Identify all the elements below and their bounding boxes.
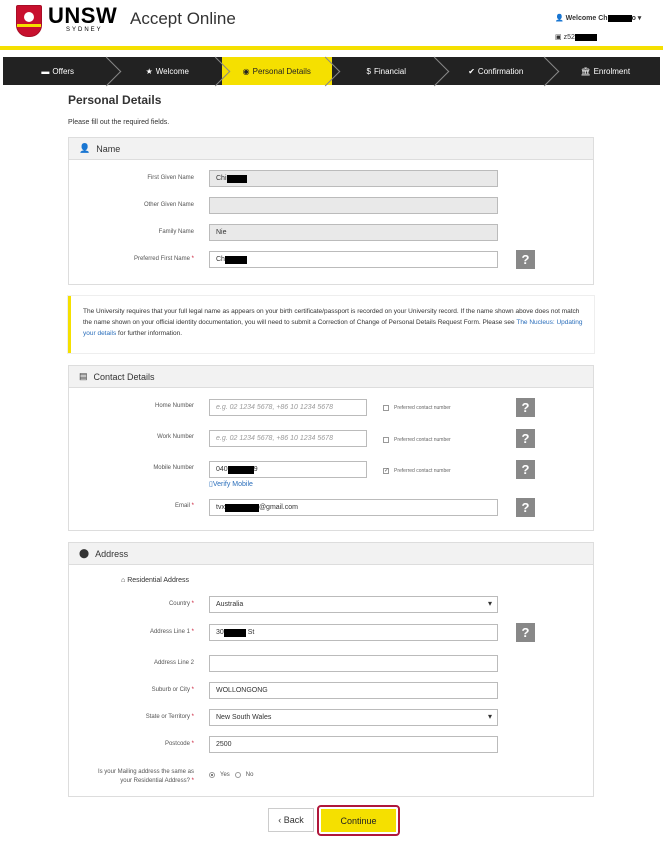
preferred-name-label [69, 256, 194, 262]
back-button[interactable] [268, 808, 314, 832]
suburb-label [69, 687, 194, 693]
step-label: Confirmation [477, 66, 524, 76]
redaction [608, 15, 632, 22]
required-marker: * [191, 503, 194, 509]
user-circle-icon: ◉ [242, 66, 250, 76]
other-given-label: Other Given Name [143, 202, 194, 208]
required-marker: * [191, 256, 194, 262]
postcode-input[interactable]: 2500 [209, 736, 498, 753]
required-marker: * [191, 687, 194, 693]
brand-subtitle: SYDNEY [66, 27, 103, 33]
home-icon: ⌂ [121, 577, 126, 584]
residential-address-heading [121, 577, 189, 584]
family-name-field: Nie [209, 224, 498, 241]
welcome-text: Welcome Ch [565, 15, 608, 22]
email-input[interactable] [209, 499, 498, 516]
label-text: Suburb or City [151, 687, 190, 693]
mailing-same-radio-group [209, 772, 253, 778]
redaction [225, 504, 259, 512]
checkbox-box [383, 437, 389, 443]
map-marker-icon: ⬤ [79, 548, 90, 558]
link-text: Verify Mobile [212, 481, 253, 488]
preferred-name-input[interactable] [209, 251, 498, 268]
building-icon: 🏛 [580, 66, 591, 76]
mobile-number-input[interactable] [209, 461, 367, 478]
notice-text: The University requires that your full legal name as appears on your birth certificate/passport is recorded on your University record. If the name shown above does not match the name shown on your official identity documentation, you will need to submit a Correction of Change of Personal Details Request Form. Please see [83, 308, 580, 326]
mailing-same-label [69, 768, 194, 786]
radio-no-label: No [245, 772, 254, 778]
country-select[interactable]: Australia ▾ [209, 596, 498, 613]
address-line2-input[interactable] [209, 655, 498, 672]
address-line2-label: Address Line 2 [153, 660, 194, 666]
country-label [69, 601, 194, 607]
required-marker: * [191, 741, 194, 747]
field-value: 30 [216, 629, 224, 636]
step-enrolment[interactable] [551, 57, 661, 85]
user-icon: 👤 [555, 15, 564, 22]
chevron-left-icon: ‹ [278, 815, 282, 825]
button-label: Back [283, 815, 304, 825]
help-icon[interactable]: ? [516, 460, 535, 479]
label-text: Email [174, 503, 190, 509]
field-value: 9 [253, 466, 258, 473]
progress-nav [3, 57, 660, 85]
page-subtitle: Please fill out the required fields. [68, 119, 170, 126]
welcome-suffix: o ▾ [631, 15, 642, 22]
unsw-crest-icon [16, 5, 42, 37]
id-card-icon: ▣ [555, 34, 562, 41]
label-text: Is your Mailing address the same as [97, 769, 194, 775]
step-offers[interactable] [3, 57, 113, 85]
address-line1-input[interactable] [209, 624, 498, 641]
redaction [224, 629, 246, 637]
section-title: Address [95, 548, 129, 559]
work-number-input[interactable] [209, 430, 367, 447]
checkbox-box: ✓ [384, 468, 390, 474]
step-label: Personal Details [252, 66, 311, 76]
money-icon: ▬ [41, 66, 50, 76]
step-label: Enrolment [593, 66, 631, 76]
help-icon[interactable]: ? [516, 429, 535, 448]
first-given-field [209, 170, 498, 187]
required-marker: * [191, 714, 194, 720]
required-marker: * [191, 601, 194, 607]
field-value: @gmail.com [258, 504, 298, 511]
checkbox-label: Preferred contact number [394, 468, 451, 474]
field-value: 040 [216, 466, 228, 473]
mobile-number-label: Mobile Number [153, 465, 194, 471]
contact-card [68, 365, 594, 531]
radio-yes-label: Yes [220, 772, 230, 778]
unsw-logo[interactable] [16, 5, 146, 41]
user-menu[interactable] [555, 14, 641, 22]
contact-card-header [69, 366, 593, 388]
dollar-icon: $ [366, 66, 371, 76]
mobile-preferred-checkbox[interactable] [383, 468, 451, 474]
section-title: Contact Details [93, 371, 155, 382]
check-circle-icon: ✔ [468, 66, 475, 76]
field-value: St [247, 629, 255, 636]
home-number-label: Home Number [154, 403, 194, 409]
app-title: Accept Online [130, 9, 236, 28]
zid-text: z52 [563, 34, 575, 41]
step-welcome[interactable] [113, 57, 223, 85]
name-card-header [69, 138, 593, 160]
state-label [69, 714, 194, 720]
suburb-input[interactable]: WOLLONGONG [209, 682, 498, 699]
required-marker: * [191, 629, 194, 635]
family-name-label: Family Name [158, 229, 194, 235]
placeholder: e.g. 02 1234 5678, +86 10 1234 5678 [216, 404, 333, 411]
legal-name-notice [68, 296, 594, 353]
step-personal-details[interactable] [222, 57, 332, 85]
name-card [68, 137, 594, 285]
first-given-label: First Given Name [147, 175, 194, 181]
mobile-phone-icon: ▯ [209, 481, 213, 488]
state-select[interactable]: New South Wales ▾ [209, 709, 498, 726]
field-value: Ch [216, 256, 225, 263]
continue-button-outline [317, 805, 400, 836]
label-text: Address Line 1 [149, 629, 190, 635]
redaction [575, 34, 597, 41]
field-value: Chi [216, 175, 227, 182]
label-text: your Residential Address? [120, 778, 190, 784]
field-value: tvx [216, 504, 225, 511]
app-header [0, 0, 663, 50]
checkbox-label: Preferred contact number [394, 437, 451, 443]
notice-text: for further information. [116, 330, 182, 337]
continue-button[interactable]: Continue [321, 809, 396, 832]
help-icon[interactable]: ? [516, 250, 535, 269]
user-icon: 👤 [79, 143, 91, 153]
nucleus-link[interactable]: The Nucleus: Updating your details [83, 319, 583, 337]
address-card-header [69, 543, 593, 565]
address-line1-label [69, 629, 194, 635]
redaction [228, 466, 254, 474]
redaction [227, 175, 247, 183]
help-icon[interactable]: ? [516, 623, 535, 642]
page-title: Personal Details [68, 93, 162, 107]
redaction [225, 256, 247, 264]
work-preferred-checkbox[interactable] [383, 437, 451, 443]
star-icon: ★ [145, 66, 153, 76]
step-label: Financial [373, 66, 406, 76]
work-number-label: Work Number [157, 434, 194, 440]
label-text: Country [168, 601, 190, 607]
checkbox-box [383, 405, 389, 411]
required-marker: * [191, 778, 194, 784]
home-preferred-checkbox[interactable] [383, 405, 451, 411]
checkbox-label: Preferred contact number [394, 405, 451, 411]
step-confirmation[interactable] [441, 57, 551, 85]
step-financial[interactable] [332, 57, 442, 85]
student-id [555, 33, 597, 41]
heading-text: Residential Address [127, 577, 190, 584]
email-label [69, 503, 194, 509]
help-icon[interactable]: ? [516, 398, 535, 417]
label-text: Preferred First Name [133, 256, 190, 262]
step-label: Offers [52, 66, 75, 76]
other-given-field [209, 197, 498, 214]
step-label: Welcome [155, 66, 189, 76]
section-title: Name [96, 143, 121, 154]
address-card [68, 542, 594, 797]
brand-name: UNSW [48, 3, 118, 28]
label-text: Postcode [164, 741, 190, 747]
home-number-input[interactable] [209, 399, 367, 416]
placeholder: e.g. 02 1234 5678, +86 10 1234 5678 [216, 435, 333, 442]
postcode-label [69, 741, 194, 747]
radio-no[interactable] [235, 772, 241, 778]
radio-yes[interactable] [209, 772, 215, 778]
label-text: State or Territory [145, 714, 190, 720]
help-icon[interactable]: ? [516, 498, 535, 517]
address-card-icon: ▤ [79, 371, 88, 381]
verify-mobile-link[interactable] [209, 480, 253, 488]
